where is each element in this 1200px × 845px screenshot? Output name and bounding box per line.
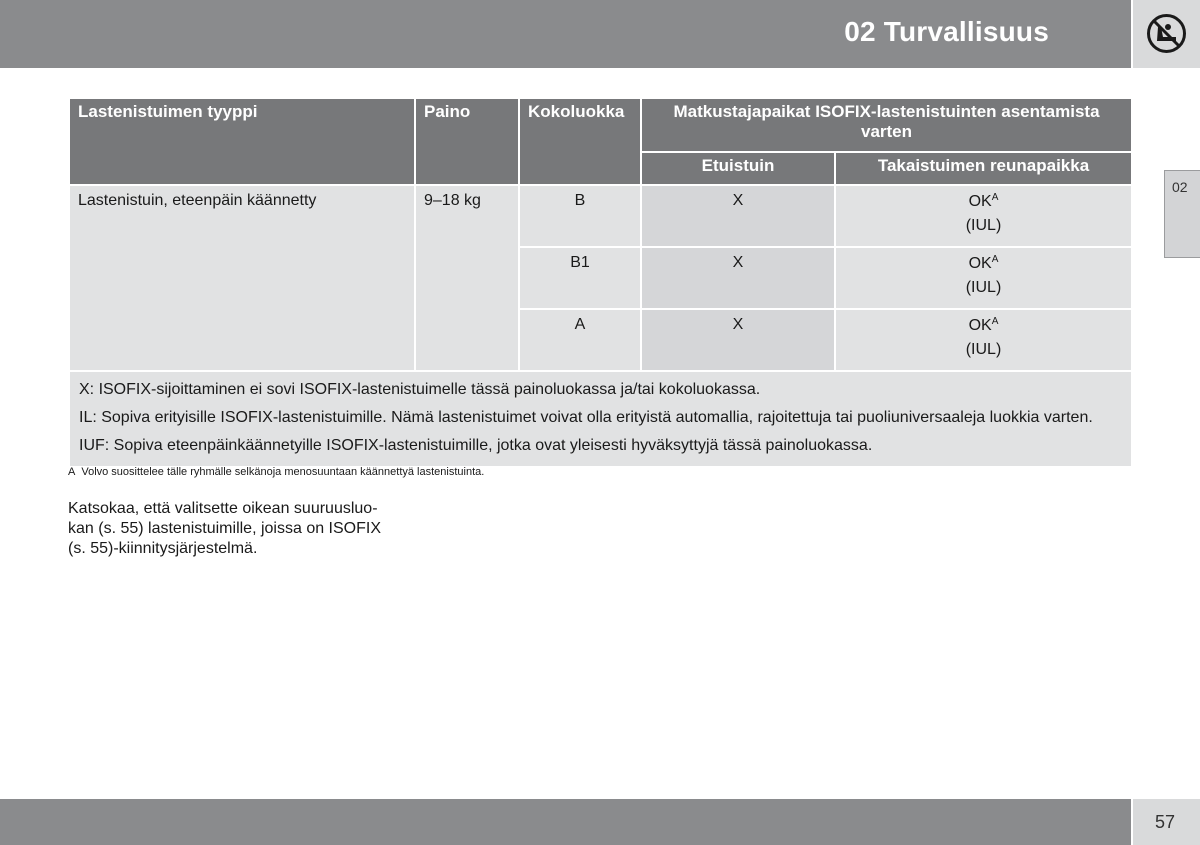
note-il: IL: Sopiva erityisille ISOFIX-lastenistuimille. Nämä lastenistuimet voivat olla erityistä automallia, rajoitettuja tai puoliuniversaaleja luokkia varten. (79, 409, 1093, 426)
footer-bar (0, 799, 1131, 845)
weight-cell: 9–18 kg (415, 185, 519, 371)
header-bar (0, 0, 1131, 68)
no-child-seat-icon (1146, 13, 1187, 54)
iul-value: (IUL) (965, 279, 1002, 296)
body-paragraph-text: Katsokaa, että valitsette oikean suuruusluo-kan (s. 55) lastenistuimille, joissa on ISOFIX (s. 55)-kiinnitysjärjestelmä. (68, 500, 382, 557)
rear-seat-cell (835, 309, 1132, 371)
header-rear-seat: Takaistuimen reunapaikka (835, 152, 1132, 185)
iul-value: (IUL) (965, 217, 1002, 234)
notes-row (69, 371, 1132, 467)
table-row (69, 185, 1132, 247)
header-seat-type: Lastenistuimen tyyppi (69, 98, 415, 185)
chapter-tab[interactable] (1164, 170, 1200, 258)
header-positions: Matkustajapaikat ISOFIX-lastenistuinten asentamista varten (641, 98, 1132, 152)
rear-seat-cell (835, 185, 1132, 247)
footnote-mark: A (991, 254, 999, 265)
note-iuf: IUF: Sopiva eteenpäinkäännetyille ISOFIX-lastenistuimille, jotka ovat yleisesti hyväksyttyjä tässä painoluokassa. (79, 437, 873, 454)
page-number-box (1133, 799, 1200, 845)
notes-cell (69, 371, 1132, 467)
footnote-mark: A (991, 316, 999, 327)
ok-value: OK (968, 193, 992, 210)
seat-type-cell: Lastenistuin, eteenpäin käännetty (69, 185, 415, 371)
size-class-cell: B1 (519, 247, 641, 309)
front-seat-cell: X (641, 185, 835, 247)
isofix-table (68, 97, 1133, 468)
footnote-mark: A (991, 192, 999, 203)
size-class-cell: B (519, 185, 641, 247)
front-seat-cell: X (641, 247, 835, 309)
ok-value: OK (968, 317, 992, 334)
header-front-seat: Etuistuin (641, 152, 835, 185)
rear-seat-cell (835, 247, 1132, 309)
iul-value: (IUL) (965, 341, 1002, 358)
chapter-tab-label: 02 (1172, 179, 1188, 195)
ok-value: OK (968, 255, 992, 272)
footnote (68, 466, 484, 478)
body-paragraph (68, 499, 398, 559)
footnote-text: Volvo suosittelee tälle ryhmälle selkänoja menosuuntaan käännettyä lastenistuinta. (81, 466, 485, 478)
note-x: X: ISOFIX-sijoittaminen ei sovi ISOFIX-lastenistuimelle tässä painoluokassa ja/tai kokoluokassa. (79, 381, 761, 398)
section-title: 02 Turvallisuus (844, 16, 1049, 47)
header-size-class: Kokoluokka (519, 98, 641, 185)
page-number: 57 (1155, 812, 1176, 832)
header-weight: Paino (415, 98, 519, 185)
front-seat-cell: X (641, 309, 835, 371)
size-class-cell: A (519, 309, 641, 371)
header-icon-box (1133, 0, 1200, 68)
footnote-mark: A (68, 466, 76, 478)
